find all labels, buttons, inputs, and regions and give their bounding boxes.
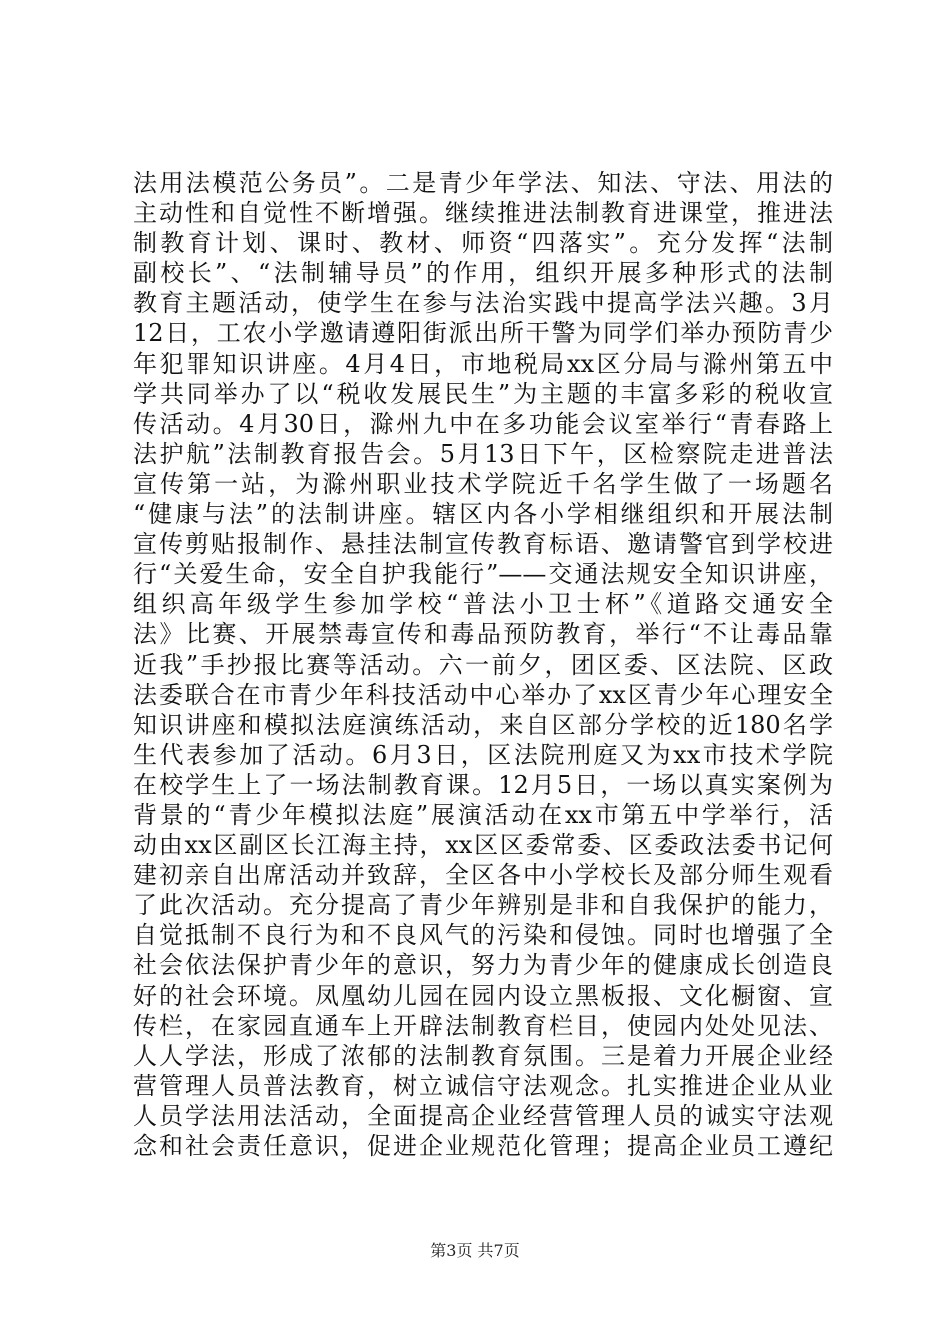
text-line: 宣传第一站，为滁州职业技术学院近千名学生做了一场题名 (133, 469, 833, 498)
text-line: 近我”手抄报比赛等活动。六一前夕，团区委、区法院、区政 (133, 650, 833, 679)
text-line: 12日，工农小学邀请遵阳街派出所干警为同学们举办预防青少 (133, 319, 833, 348)
text-line: 社会依法保护青少年的意识，努力为青少年的健康成长创造良 (133, 951, 833, 980)
text-line: 人人学法，形成了浓郁的法制教育氛围。三是着力开展企业经 (133, 1041, 833, 1070)
text-line: 念和社会责任意识，促进企业规范化管理；提高企业员工遵纪 (133, 1132, 833, 1160)
text-line: 动由xx区副区长江海主持，xx区区委常委、区委政法委书记何 (133, 831, 833, 860)
text-line: 制教育计划、课时、教材、师资“四落实”。充分发挥“法制 (133, 229, 833, 258)
page-footer: 第3页 共7页 (430, 1241, 520, 1260)
text-line: 法委联合在市青少年科技活动中心举办了xx区青少年心理安全 (133, 680, 833, 709)
text-line: 法护航”法制教育报告会。5月13日下午，区检察院走进普法 (133, 439, 833, 468)
text-line: 营管理人员普法教育，树立诚信守法观念。扎实推进企业从业 (133, 1071, 833, 1100)
text-line: “健康与法”的法制讲座。辖区内各小学相继组织和开展法制 (133, 500, 833, 529)
text-line: 在校学生上了一场法制教育课。12月5日，一场以真实案例为 (133, 770, 833, 799)
text-line: 了此次活动。充分提高了青少年辨别是非和自我保护的能力， (133, 891, 833, 920)
text-line: 知识讲座和模拟法庭演练活动，来自区部分学校的近180名学 (133, 710, 833, 739)
text-line: 建初亲自出席活动并致辞，全区各中小学校长及部分师生观看 (133, 861, 833, 890)
text-line: 传栏，在家园直通车上开辟法制教育栏目，使园内处处见法、 (133, 1011, 833, 1040)
text-line: 生代表参加了活动。6月3日，区法院刑庭又为xx市技术学院 (133, 740, 833, 769)
text-line: 背景的“青少年模拟法庭”展演活动在xx市第五中学举行，活 (133, 800, 833, 829)
text-line: 法用法模范公务员”。二是青少年学法、知法、守法、用法的 (133, 169, 833, 197)
text-line: 副校长”、“法制辅导员”的作用，组织开展多种形式的法制 (133, 259, 833, 288)
text-line: 传活动。4月30日，滁州九中在多功能会议室举行“青春路上 (133, 409, 833, 438)
text-line: 法》比赛、开展禁毒宣传和毒品预防教育，举行“不让毒品靠 (133, 620, 833, 649)
text-line: 行“关爱生命，安全自护我能行”——交通法规安全知识讲座， (133, 560, 833, 589)
text-line: 自觉抵制不良行为和不良风气的污染和侵蚀。同时也增强了全 (133, 921, 833, 950)
text-line: 人员学法用法活动，全面提高企业经营管理人员的诚实守法观 (133, 1101, 833, 1130)
text-line: 年犯罪知识讲座。4月4日，市地税局xx区分局与滁州第五中 (133, 349, 833, 378)
text-line: 主动性和自觉性不断增强。继续推进法制教育进课堂，推进法 (133, 199, 833, 228)
text-line: 组织高年级学生参加学校“普法小卫士杯”《道路交通安全 (133, 590, 833, 619)
text-line: 教育主题活动，使学生在参与法治实践中提高学法兴趣。3月 (133, 289, 833, 318)
text-line: 好的社会环境。凤凰幼儿园在园内设立黑板报、文化橱窗、宣 (133, 981, 833, 1010)
text-line: 学共同举办了以“税收发展民生”为主题的丰富多彩的税收宣 (133, 379, 833, 408)
text-line: 宣传剪贴报制作、悬挂法制宣传教育标语、邀请警官到学校进 (133, 530, 833, 559)
body-paragraph (133, 168, 833, 1161)
